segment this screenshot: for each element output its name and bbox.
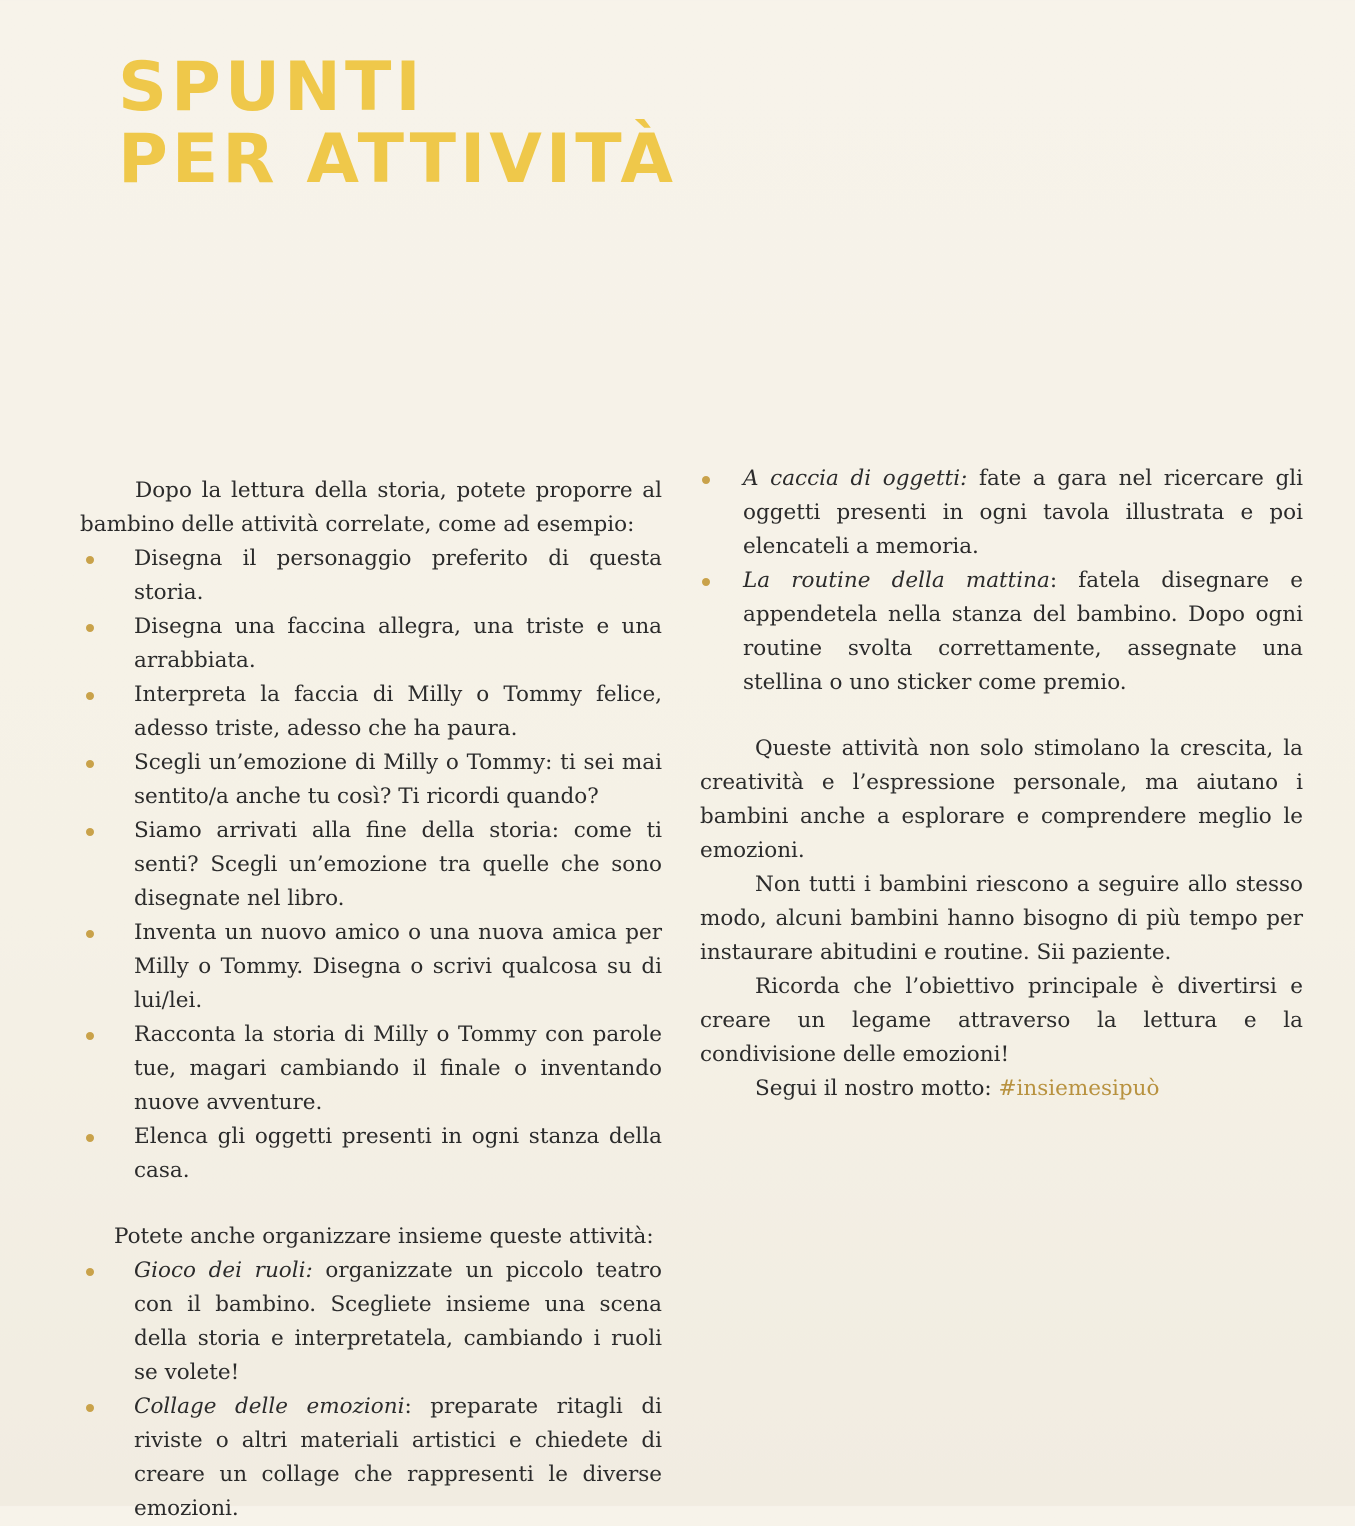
bullet-icon [86, 828, 94, 836]
bullet-icon [702, 578, 710, 586]
activity-term: A caccia di oggetti: [743, 466, 968, 491]
activity-term: La routine della mattina [743, 568, 1050, 593]
list-item: Elenca gli oggetti presenti in ogni stanza della casa. [80, 1120, 662, 1188]
bullet-icon [86, 624, 94, 632]
activity-list [80, 542, 662, 1188]
bullet-icon [86, 1268, 94, 1276]
activity-term: Gioco dei ruoli: [134, 1258, 313, 1283]
list-item: Siamo arrivati alla fine della storia: come ti senti? Scegli un’emozione tra quelle che sono disegnate nel libro. [80, 814, 662, 916]
bullet-icon [86, 1404, 94, 1412]
bullet-icon [86, 760, 94, 768]
motto-line: Segui il nostro motto: #insiemesipuò [755, 1076, 1160, 1101]
activity-term: Collage delle emozioni [134, 1394, 405, 1419]
list-item: Gioco dei ruoli: organizzate un piccolo teatro con il bambino. Scegliete insieme una scena della storia e interpretatela, cambiando i ruoli se volete! [80, 1254, 662, 1390]
bullet-icon [86, 1032, 94, 1040]
bullet-icon [86, 556, 94, 564]
group-activity-list [80, 1254, 662, 1526]
page-title [118, 48, 677, 199]
bullet-icon [86, 1134, 94, 1142]
left-column [80, 474, 662, 1526]
list-item: Disegna il personaggio preferito di questa storia. [80, 542, 662, 610]
bullet-icon [86, 930, 94, 938]
right-column [700, 462, 1303, 1106]
body-paragraph: Queste attività non solo stimolano la crescita, la creatività e l’espressione personale, ma aiutano i bambini anche a esplorare e comprendere meglio le emozioni. [700, 736, 1303, 863]
body-paragraph: Ricorda che l’obiettivo principale è divertirsi e creare un legame attraverso la lettura e la condivisione delle emozioni! [700, 974, 1303, 1067]
intro-paragraph-2: Potete anche organizzare insieme queste attività: [114, 1224, 654, 1249]
list-item: A caccia di oggetti: fate a gara nel ricercare gli oggetti presenti in ogni tavola illustrata e poi elencateli a memoria. [700, 462, 1303, 564]
title-line-1: SPUNTI [118, 48, 425, 127]
body-paragraph: Non tutti i bambini riescono a seguire allo stesso modo, alcuni bambini hanno bisogno di più tempo per instaurare abitudini e routine. Sii paziente. [700, 872, 1303, 965]
bullet-icon [86, 692, 94, 700]
list-item: Interpreta la faccia di Milly o Tommy felice, adesso triste, adesso che ha paura. [80, 678, 662, 746]
list-item: Collage delle emozioni: preparate ritagli di riviste o altri materiali artistici e chiedete di creare un collage che rappresenti le diverse emozioni. [80, 1390, 662, 1526]
list-item: Racconta la storia di Milly o Tommy con parole tue, magari cambiando il finale o inventando nuove avventure. [80, 1018, 662, 1120]
list-item: Inventa un nuovo amico o una nuova amica per Milly o Tommy. Disegna o scrivi qualcosa su di lui/lei. [80, 916, 662, 1018]
group-activity-list-continued [700, 462, 1303, 700]
list-item: La routine della mattina: fatela disegnare e appendetela nella stanza del bambino. Dopo ogni routine svolta correttamente, assegnate una stellina o uno sticker come premio. [700, 564, 1303, 700]
list-item: Scegli un’emozione di Milly o Tommy: ti sei mai sentito/a anche tu così? Ti ricordi quando? [80, 746, 662, 814]
title-line-2: PER ATTIVITÀ [118, 120, 677, 199]
list-item: Disegna una faccina allegra, una triste e una arrabbiata. [80, 610, 662, 678]
intro-paragraph: Dopo la lettura della storia, potete proporre al bambino delle attività correlate, come ad esempio: [80, 478, 662, 537]
hashtag: #insiemesipuò [998, 1076, 1160, 1101]
bullet-icon [702, 476, 710, 484]
